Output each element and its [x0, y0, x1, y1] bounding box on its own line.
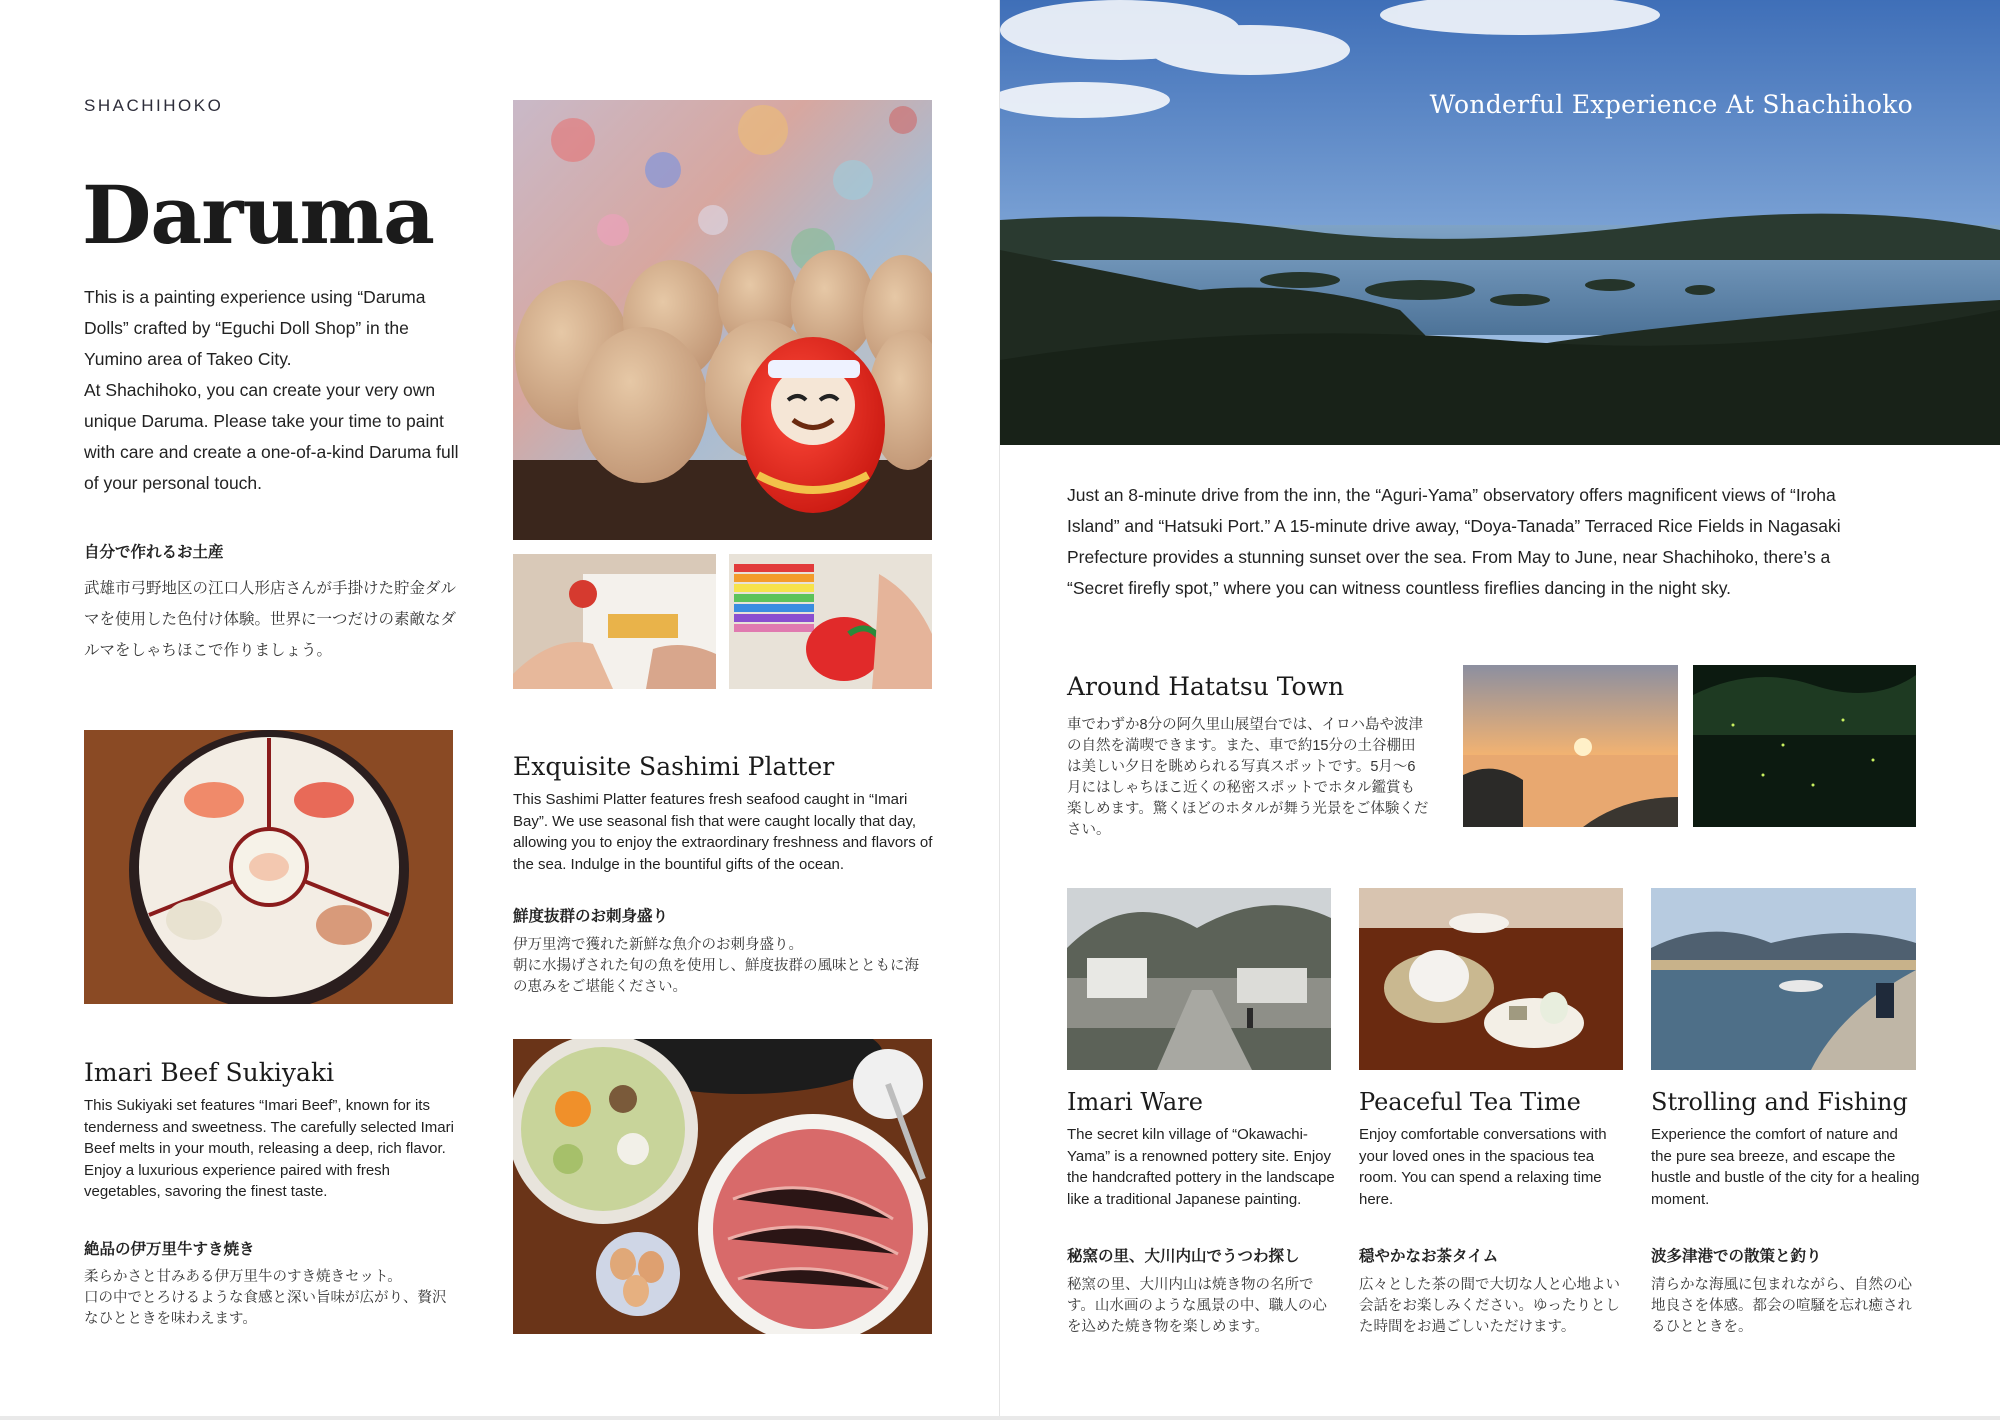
sukiyaki-title: Imari Beef Sukiyaki: [84, 1058, 335, 1087]
fishing-photo: [1651, 888, 1916, 1070]
daruma-intro-p2: At Shachihoko, you can create your very own unique Daruma. Please take your time to paint with care and create a one-of-a-kind Daruma full of your personal touch.: [84, 380, 459, 493]
sashimi-text: This Sashimi Platter features fresh seafood caught in “Imari Bay”. We use seasonal fish that were caught locally that day, allowing you to enjoy the extraordinary freshness and flavors of the sea. Indulge in the bountiful gifts of the ocean.: [513, 791, 933, 873]
card-title: Peaceful Tea Time: [1359, 1088, 1581, 1116]
painting-photo-2: [729, 554, 932, 689]
card-text: Experience the comfort of nature and the pure sea breeze, and escape the hustle and bustle of the city for a healing moment.: [1651, 1126, 1920, 1208]
card-strolling-jp-text: 清らかな海風に包まれながら、自然の心地良さを体感。都会の喧騒を忘れ癒されるひとときを。: [1651, 1277, 1912, 1335]
card-tea-time: [1359, 1088, 1629, 1210]
sukiyaki-jp-text: [84, 1267, 458, 1330]
daruma-intro-p1: This is a painting experience using “Daruma Dolls” crafted by “Eguchi Doll Shop” in the Yumino area of Takeo City.: [84, 287, 426, 369]
imari-ware-photo: [1067, 888, 1331, 1070]
sashimi-jp-line1: 伊万里湾で獲れた新鮮な魚介のお刺身盛り。: [513, 937, 803, 953]
daruma-intro: [84, 282, 464, 499]
right-intro: Just an 8-minute drive from the inn, the “Aguri-Yama” observatory offers magnificent views of “Iroha Island” and “Hatsuki Port.” A 15-minute drive away, “Doya-Tanada” Terraced Rice Fields in Nagasaki Prefecture provides a stunning sunset over the sea. From May to June, near Shachihoko, there’s a “Secret firefly spot,” where you can witness countless fireflies dancing in the night sky.: [1067, 485, 1841, 598]
sashimi-jp-line2: 朝に水揚げされた旬の魚を使用し、鮮度抜群の風味とともに海の恵みをご堪能ください。: [513, 958, 919, 995]
card-text: The secret kiln village of “Okawachi-Yama” is a renowned pottery site. Enjoy the handcrafted pottery in the landscape like a traditional Japanese painting.: [1067, 1126, 1335, 1208]
around-jp-text: 車でわずか8分の阿久里山展望台では、イロハ島や波津の自然を満喫できます。また、車で約15分の土谷棚田は美しい夕日を眺められる写真スポットです。5月〜6月にはしゃちほこ近くの秘密スポットでホタル鑑賞も楽しめます。驚くほどのホタルが舞う光景をご体験ください。: [1067, 717, 1429, 838]
card-imari-ware: [1067, 1088, 1337, 1210]
sashimi-jp-text: [513, 935, 933, 998]
daruma-jp-text: 武雄市弓野地区の江口人形店さんが手掛けた貯金ダルマを使用した色付け体験。世界に一つだけの素敵なダルマをしゃちほこで作りましょう。: [84, 580, 457, 659]
sukiyaki-photo: [513, 1039, 932, 1334]
sukiyaki-jp-heading: 絶品の伊万里牛すき焼き: [84, 1241, 255, 1258]
card-imari-jp-heading: 秘窯の里、大川内山でうつわ探し: [1067, 1248, 1300, 1265]
sashimi-photo: [84, 730, 453, 1004]
tea-time-photo: [1359, 888, 1623, 1070]
firefly-photo: [1693, 665, 1916, 827]
page-title: Daruma: [82, 168, 435, 262]
card-tea-jp-text: 広々とした茶の間で大切な人と心地よい会話をお楽しみください。ゆったりとした時間をお過ごしいただけます。: [1359, 1277, 1620, 1335]
brand-name: SHACHIHOKO: [84, 96, 224, 115]
card-title: Imari Ware: [1067, 1088, 1203, 1116]
sukiyaki-jp-line1: 柔らかさと甘みある伊万里牛のすき焼きセット。: [84, 1269, 402, 1285]
daruma-photo: [513, 100, 932, 540]
card-title: Strolling and Fishing: [1651, 1088, 1908, 1116]
hero-caption: Wonderful Experience At Shachihoko: [1429, 90, 1913, 119]
sunset-photo: [1463, 665, 1678, 827]
around-title: Around Hatatsu Town: [1067, 672, 1345, 701]
painting-photo-1: [513, 554, 716, 689]
card-imari-jp-text: 秘窯の里、大川内山は焼き物の名所です。山水画のような風景の中、職人の心を込めた焼き物を楽しめます。: [1067, 1277, 1327, 1335]
sashimi-title: Exquisite Sashimi Platter: [513, 752, 835, 781]
sashimi-jp-heading: 鮮度抜群のお刺身盛り: [513, 908, 669, 925]
daruma-jp-heading: 自分で作れるお土産: [84, 544, 224, 561]
sukiyaki-text: This Sukiyaki set features “Imari Beef”, known for its tenderness and sweetness. The carefully selected Imari Beef melts in your mouth, releasing a deep, rich flavor. Enjoy a luxurious experience paired with fresh vegetables, savoring the finest taste.: [84, 1097, 454, 1200]
card-strolling: [1651, 1088, 1921, 1210]
bottom-border: [0, 1416, 2000, 1420]
card-text: Enjoy comfortable conversations with your loved ones in the spacious tea room. You can spend a relaxing time here.: [1359, 1126, 1607, 1208]
card-tea-jp-heading: 穏やかなお茶タイム: [1359, 1248, 1499, 1265]
card-strolling-jp-heading: 波多津港での散策と釣り: [1651, 1248, 1822, 1265]
hero-landscape-photo: [1000, 0, 2000, 445]
sukiyaki-jp-line2: 口の中でとろけるような食感と深い旨味が広がり、贅沢なひとときを味わえます。: [84, 1290, 447, 1327]
